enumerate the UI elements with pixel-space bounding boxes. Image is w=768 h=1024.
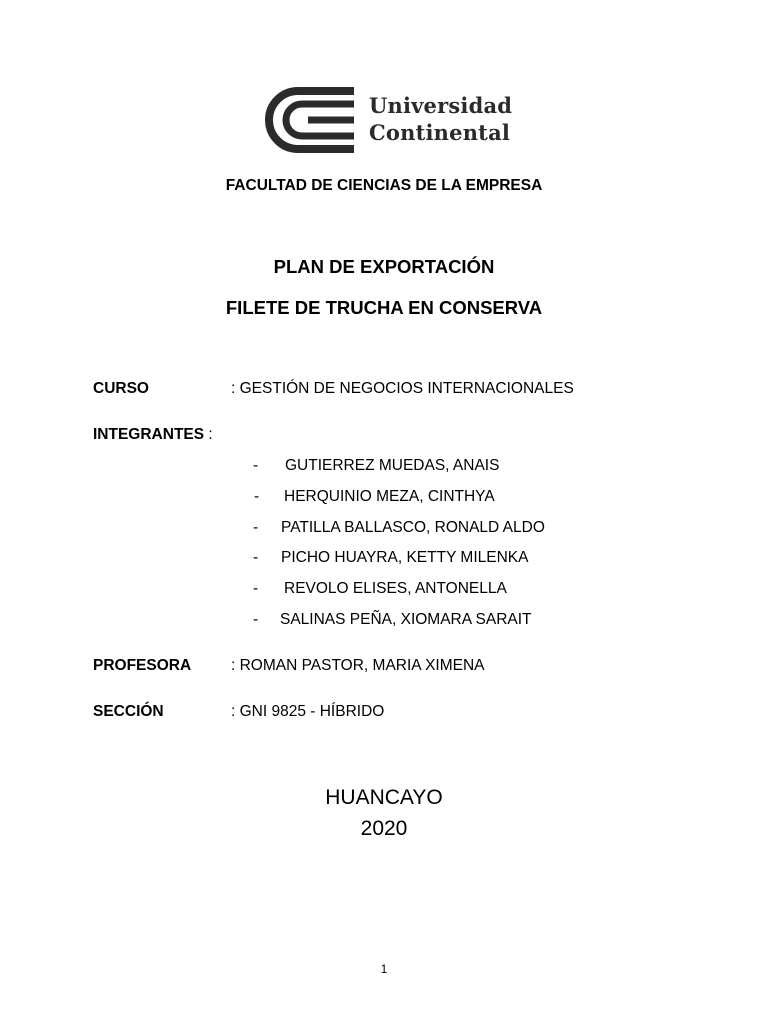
curso-value: : GESTIÓN DE NEGOCIOS INTERNACIONALES: [231, 380, 574, 397]
member-name: PATILLA BALLASCO, RONALD ALDO: [281, 519, 545, 536]
member-name: SALINAS PEÑA, XIOMARA SARAIT: [280, 611, 532, 628]
member-dash: -: [253, 457, 259, 474]
member-dash: -: [254, 488, 260, 505]
year: 2020: [360, 817, 408, 840]
seccion-value: : GNI 9825 - HÍBRIDO: [231, 703, 385, 720]
continental-emblem-icon: [262, 86, 358, 154]
integrantes-label-text: INTEGRANTES: [93, 426, 205, 443]
member-name: REVOLO ELISES, ANTONELLA: [284, 580, 507, 597]
member-dash: -: [253, 580, 259, 597]
member-dash: -: [253, 549, 259, 566]
member-name: PICHO HUAYRA, KETTY MILENKA: [281, 549, 529, 566]
integrantes-label: [93, 426, 213, 444]
document-title: PLAN DE EXPORTACIÓN: [273, 256, 495, 277]
member-dash: -: [253, 611, 259, 628]
page-number: 1: [380, 962, 388, 976]
integrantes-colon: :: [208, 426, 213, 443]
profesora-label: PROFESORA: [93, 657, 192, 674]
faculty-name: FACULTAD DE CIENCIAS DE LA EMPRESA: [225, 177, 543, 194]
logo-text-universidad: Universidad: [369, 93, 513, 118]
member-dash: -: [253, 519, 259, 536]
university-logo: [262, 86, 512, 154]
member-name: HERQUINIO MEZA, CINTHYA: [284, 488, 495, 505]
document-subtitle: FILETE DE TRUCHA EN CONSERVA: [225, 297, 543, 318]
logo-text-continental: Continental: [369, 120, 511, 145]
member-name: GUTIERREZ MUEDAS, ANAIS: [285, 457, 500, 474]
seccion-label: SECCIÓN: [93, 703, 164, 720]
city-name: HUANCAYO: [325, 786, 443, 809]
profesora-value: : ROMAN PASTOR, MARIA XIMENA: [231, 657, 485, 674]
curso-label: CURSO: [93, 380, 149, 397]
